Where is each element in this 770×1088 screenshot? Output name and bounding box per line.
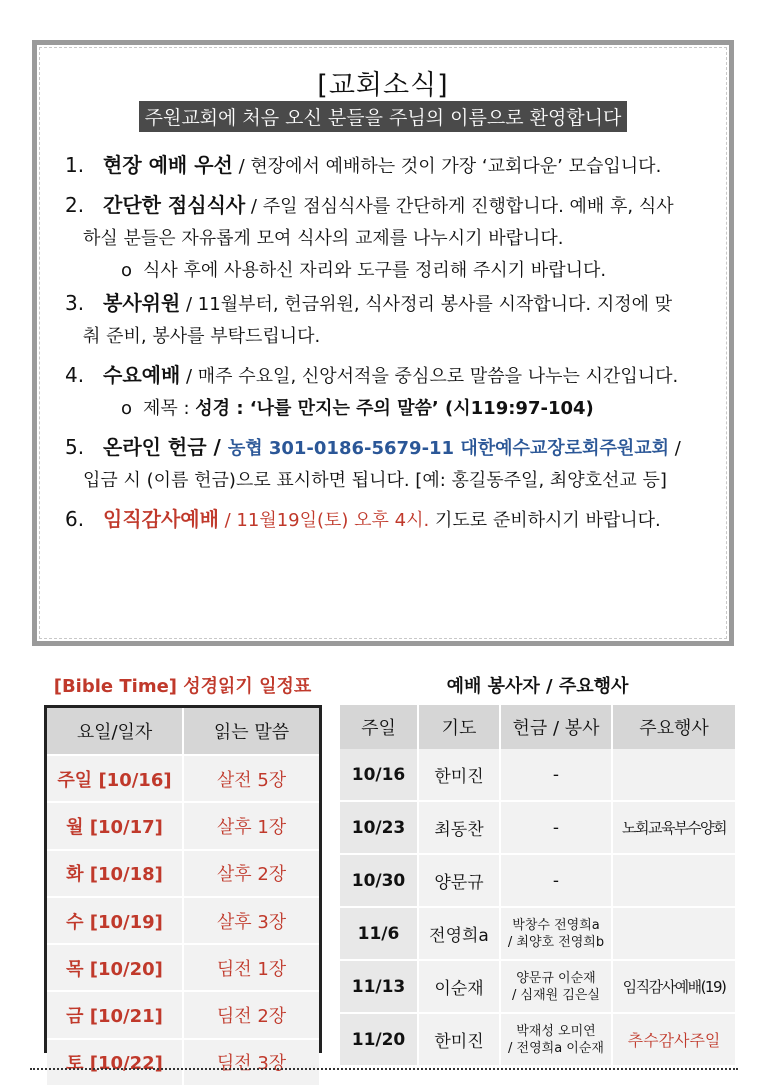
item-text: / 주일 점심식사를 간단하게 진행합니다. 예배 후, 식사: [245, 196, 674, 217]
service-event: 추수감사주일: [612, 1013, 736, 1066]
reading-day: 화 [10/18]: [47, 850, 183, 897]
item-number: 1.: [65, 153, 85, 177]
news-item-5: [65, 431, 719, 497]
service-prayer: 이순재: [418, 960, 500, 1013]
service-prayer: 최동찬: [418, 801, 500, 854]
service-week: 11/6: [340, 907, 418, 960]
service-week: 11/20: [340, 1013, 418, 1066]
item-date: / 11월19일(토) 오후 4시.: [218, 510, 430, 531]
item-number: 2.: [65, 193, 85, 217]
column-header-prayer: 기도: [418, 705, 500, 749]
reading-passage: 딤전 2장: [183, 991, 319, 1038]
service-offering: -: [500, 801, 612, 854]
service-event: 노회교육부수양회: [612, 801, 736, 854]
table-row: [47, 1039, 319, 1086]
table-header-row: [340, 705, 736, 749]
table-row: [340, 749, 736, 801]
service-week: 10/30: [340, 854, 418, 907]
service-event: [612, 854, 736, 907]
column-header-event: 주요행사: [612, 705, 736, 749]
service-offering: 박창수 전영희a / 최양호 전영희b: [500, 907, 612, 960]
bullet-bold-text: 성경 : ‘나를 만지는 주의 말씀’ (시119:97-104): [195, 398, 594, 419]
table-row: [340, 960, 736, 1013]
table-row: [47, 850, 319, 897]
service-event: [612, 907, 736, 960]
item-number: 6.: [65, 507, 85, 531]
reading-day: 월 [10/17]: [47, 802, 183, 849]
table-row: [340, 907, 736, 960]
item-text: / 11월부터, 헌금위원, 식사정리 봉사를 시작합니다. 지정에 맞: [180, 294, 673, 315]
bible-schedule-box: [44, 705, 322, 1075]
item-bullet: [103, 255, 719, 287]
service-week: 11/13: [340, 960, 418, 1013]
item-heading: 현장 예배 우선: [103, 153, 233, 177]
item-number: 4.: [65, 363, 85, 387]
table-row: [47, 802, 319, 849]
table-row: [47, 897, 319, 944]
table-row: [47, 755, 319, 802]
item-heading: 수요예배: [103, 363, 181, 387]
bullet-circle-icon: o: [121, 398, 133, 419]
item-heading: 봉사위원: [103, 291, 181, 315]
item-heading: 온라인 헌금: [103, 435, 207, 459]
service-event: [612, 749, 736, 801]
service-title: 예배 봉사자 / 주요행사: [446, 676, 629, 697]
service-schedule-table: [340, 705, 737, 1067]
bank-account: 농협 301-0186-5679-11 대한예수교장로회주원교회: [227, 438, 670, 459]
news-subtitle-wrap: [37, 101, 729, 132]
item-text: / 매주 수요일, 신앙서적을 중심으로 말씀을 나누는 시간입니다.: [180, 366, 679, 387]
item-continuation: 춰 준비, 봉사를 부탁드립니다.: [83, 326, 321, 347]
news-items: [65, 149, 719, 537]
church-news-box: [32, 40, 734, 646]
service-schedule-box: [340, 705, 736, 1056]
item-text: / 현장에서 예배하는 것이 가장 ‘교회다운’ 모습입니다.: [232, 156, 662, 177]
reading-passage: 딤전 1장: [183, 944, 319, 991]
column-header-reading: 읽는 말씀: [183, 708, 319, 755]
reading-passage: 살전 5장: [183, 755, 319, 802]
service-offering: -: [500, 749, 612, 801]
news-item-3: [65, 287, 719, 353]
reading-day: 수 [10/19]: [47, 897, 183, 944]
service-offering: 박재성 오미연 / 전영희a 이순재: [500, 1013, 612, 1066]
news-subtitle: 주원교회에 처음 오신 분들을 주님의 이름으로 환영합니다: [139, 101, 628, 132]
service-prayer: 양문규: [418, 854, 500, 907]
item-text: 기도로 준비하시기 바랍니다.: [429, 510, 661, 531]
table-row: [340, 1013, 736, 1066]
table-row: [47, 991, 319, 1038]
item-number: 5.: [65, 435, 85, 459]
column-header-offering: 헌금 / 봉사: [500, 705, 612, 749]
reading-passage: 딤전 3장: [183, 1039, 319, 1086]
item-separator: /: [206, 435, 228, 459]
bottom-divider: [30, 1068, 738, 1070]
service-event: 임직감사예배(19): [612, 960, 736, 1013]
service-week: 10/16: [340, 749, 418, 801]
reading-passage: 살후 2장: [183, 850, 319, 897]
news-title: [교회소식]: [317, 70, 449, 101]
bullet-text: 식사 후에 사용하신 자리와 도구를 정리해 주시기 바랍니다.: [143, 260, 607, 281]
bullet-circle-icon: o: [121, 260, 133, 281]
news-item-2: [65, 189, 719, 287]
column-header-day: 요일/일자: [47, 708, 183, 755]
bullet-label: 제목 :: [143, 398, 196, 419]
service-offering: -: [500, 854, 612, 907]
news-item-1: [65, 149, 719, 183]
item-heading: 간단한 점심식사: [103, 193, 246, 217]
service-prayer: 전영희a: [418, 907, 500, 960]
reading-passage: 살후 1장: [183, 802, 319, 849]
service-offering: 양문규 이순재 / 심재원 김은실: [500, 960, 612, 1013]
table-row: [340, 854, 736, 907]
bible-schedule-table: [47, 708, 319, 1087]
reading-day: 목 [10/20]: [47, 944, 183, 991]
table-header-row: [47, 708, 319, 755]
reading-day: 금 [10/21]: [47, 991, 183, 1038]
news-item-6: [65, 503, 719, 537]
table-row: [340, 801, 736, 854]
news-item-4: [65, 359, 719, 425]
reading-passage: 살후 3장: [183, 897, 319, 944]
item-bullet: [103, 393, 719, 425]
item-continuation: 입금 시 (이름 헌금)으로 표시하면 됩니다. [예: 홍길동주일, 최양호선교 등]: [83, 470, 667, 491]
service-week: 10/23: [340, 801, 418, 854]
column-header-week: 주일: [340, 705, 418, 749]
bible-time-title: [Bible Time] 성경읽기 일정표: [53, 676, 312, 697]
item-heading: 임직감사예배: [103, 507, 219, 531]
reading-day: 토 [10/22]: [47, 1039, 183, 1086]
service-prayer: 한미진: [418, 1013, 500, 1066]
item-text: /: [669, 438, 681, 459]
item-continuation: 하실 분들은 자유롭게 모여 식사의 교제를 나누시기 바랍니다.: [83, 228, 564, 249]
reading-day: 주일 [10/16]: [47, 755, 183, 802]
service-prayer: 한미진: [418, 749, 500, 801]
item-number: 3.: [65, 291, 85, 315]
table-row: [47, 944, 319, 991]
